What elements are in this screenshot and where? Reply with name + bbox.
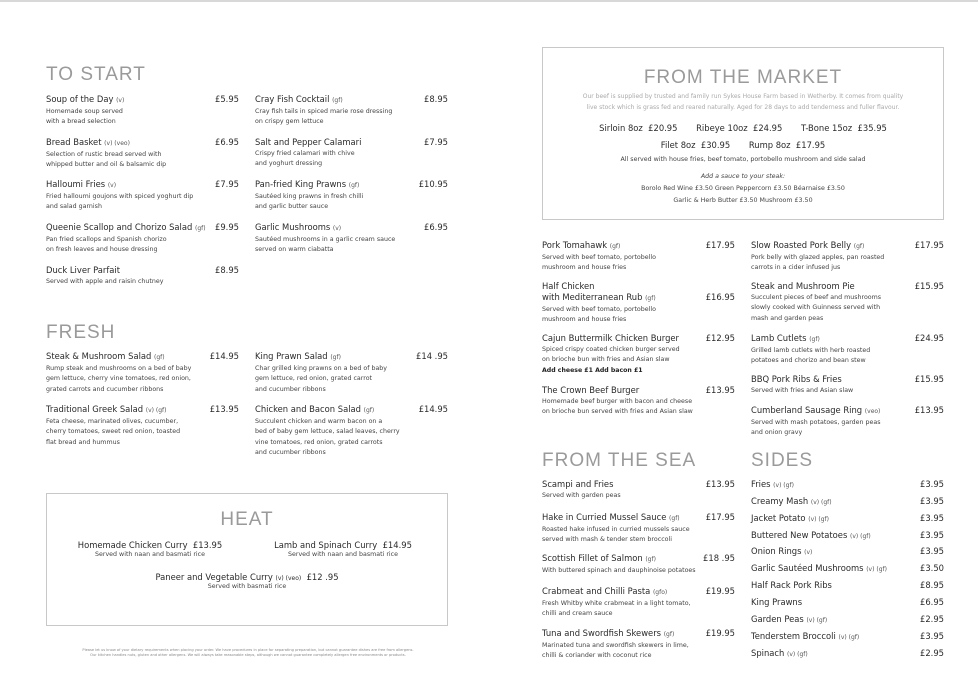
to-start-heading: TO START [46,64,146,85]
steak-served-with: All served with house fries, beef tomato, portobello mushroom and side salad [620,156,866,163]
menu-item-duck: Duck Liver Parfait £8.95 Served with apple and raisin chutney [46,265,239,285]
menu-item-paneer-curry: Paneer and Vegetable Curry (v) (veo) £12 .95 Served with basmati rice [155,572,339,590]
steak-prices-row-2: Filet 8oz £30.95 Rump 8oz £17.95 [660,140,826,150]
sauce-title: Add a sauce to your steak: [700,173,786,180]
menu-item-sausage-ring: Cumberland Sausage Ring (veo) £13.95 Served with mash potatoes, garden peas and onion gravy [751,405,944,437]
side-item: King Prawns £6.95 [751,597,944,607]
side-item: Onion Rings (v) £3.95 [751,546,944,556]
menu-item-half-chicken: Half Chicken with Mediterranean Rub (gf) £16.95 Served with beef tomato, portobello mushroom and house fries [542,281,735,324]
menu-item-halloumi: Halloumi Fries (v) £7.95 Fried halloumi goujons with spiced yoghurt dip and salad garnish [46,179,239,211]
menu-item-calamari: Salt and Pepper Calamari £7.95 Crispy fried calamari with chive and yoghurt dressing [255,137,448,168]
menu-item-scallop: Queenie Scallop and Chorizo Salad (gf) £9.95 Pan fried scallops and Spanish chorizo on fresh leaves and house dressing [46,222,239,254]
side-item: Spinach (v) (gf) £2.95 [751,648,944,658]
market-heading: FROM THE MARKET [643,67,843,88]
menu-item-bbq-ribs: BBQ Pork Ribs & Fries £15.95 Served with fries and Asian slaw [751,374,944,394]
menu-item-garlic-mushrooms: Garlic Mushrooms (v) £6.95 Sautéed mushrooms in a garlic cream sauce served on warm ciabatta [255,222,448,254]
side-item: Garlic Sautéed Mushrooms (v) (gf) £3.50 [751,563,944,573]
menu-item-king-prawns: Pan-fried King Prawns (gf) £10.95 Sautéed king prawns in fresh chilli and garlic butter sauce [255,179,448,211]
menu-item-tuna-skewers: Tuna and Swordfish Skewers (gf) £19.95 Marinated tuna and swordfish skewers in lime, chilli & coriander with coconut rice [542,628,735,660]
menu-item-chicken-curry: Homemade Chicken Curry £13.95 Served with naan and basmati rice [77,540,223,558]
menu-item-greek-salad: Traditional Greek Salad (v) (gf) £13.95 Feta cheese, marinated olives, cucumber, cherry tomatoes, sweet red onion, toasted flat bread and hummus [46,404,239,446]
side-item: Jacket Potato (v) (gf) £3.95 [751,513,944,523]
fresh-heading: FRESH [46,322,116,343]
menu-item-cajun-burger: Cajun Buttermilk Chicken Burger £12.95 Spiced crispy coated chicken burger served on brioche bun with fries and Asian slaw Add cheese £1 Add bacon £1 [542,333,735,374]
top-divider [0,0,978,2]
menu-item-crayfish: Cray Fish Cocktail (gf) £8.95 Cray fish tails in spiced marie rose dressing on crispy gem lettuce [255,94,448,126]
menu-item-crown-burger: The Crown Beef Burger £13.95 Homemade beef burger with bacon and cheese on brioche bun served with fries and Asian slaw [542,385,735,416]
side-item: Creamy Mash (v) (gf) £3.95 [751,496,944,506]
sides-heading: SIDES [751,450,814,471]
allergen-disclaimer: Please let us know of your dietary requirements when placing your order. We have procedures in place for separating preparation, but cannot guarantee dishes are free from allergens. Our kitchen handles nuts, gluten and other allergens. We will always take reasonable steps, although we cannot guarantee completely allergen free environments or products. [82,648,414,657]
heat-heading: HEAT [220,509,274,530]
steak-prices-row-1: Sirloin 8oz £20.95 Ribeye 10oz £24.95 T-Bone 15oz £35.95 [599,123,887,133]
menu-item-lamb-cutlets: Lamb Cutlets (gf) £24.95 Grilled lamb cutlets with herb roasted potatoes and chorizo and bean stew [751,333,944,365]
menu-item-salmon: Scottish Fillet of Salmon (gf) £18 .95 With buttered spinach and dauphinoise potatoes [542,553,735,574]
menu-item-lamb-curry: Lamb and Spinach Curry £14.95 Served with naan and basmati rice [274,540,412,558]
menu-item-scampi: Scampi and Fries £13.95 Served with garden peas [542,479,735,499]
menu-item-chicken-bacon-salad: Chicken and Bacon Salad (gf) £14.95 Succulent chicken and warm bacon on a bed of baby gem lettuce, salad leaves, cherry vine tomatoes, red onion, grated carrots and cucumber ribbons [255,404,448,456]
menu-item-pork-tomahawk: Pork Tomahawk (gf) £17.95 Served with beef tomato, portobello mushroom and house fries [542,240,735,272]
side-item: Buttered New Potatoes (v) (gf) £3.95 [751,530,944,540]
menu-item-prawn-salad: King Prawn Salad (gf) £14 .95 Char grilled king prawns on a bed of baby gem lettuce, red onion, grated carrot and cucumber ribbons [255,351,448,393]
side-item: Tenderstem Broccoli (v) (gf) £3.95 [751,631,944,641]
menu-item-steak-salad: Steak & Mushroom Salad (gf) £14.95 Rump steak and mushrooms on a bed of baby gem lettuce, cherry vine tomatoes, red onion, grated carrots and cucumber ribbons [46,351,239,393]
menu-item-steak-pie: Steak and Mushroom Pie £15.95 Succulent pieces of beef and mushrooms slowly cooked with Guinness served with mash and garden peas [751,281,944,322]
menu-item-soup: Soup of the Day (v) £5.95 Homemade soup served with a bread selection [46,94,239,126]
side-item: Half Rack Pork Ribs £8.95 [751,580,944,590]
sea-heading: FROM THE SEA [542,450,697,471]
menu-item-bread: Bread Basket (v) (veo) £6.95 Selection of rustic bread served with whipped butter and oil & balsamic dip [46,137,239,169]
menu-item-crab-pasta: Crabmeat and Chilli Pasta (gfo) £19.95 Fresh Whitby white crabmeat in a light tomato, chilli and cream sauce [542,586,735,618]
sauce-list-1: Borolo Red Wine £3.50 Green Peppercorn £3.50 Béarnaise £3.50 [641,185,845,192]
side-item: Fries (v) (gf) £3.95 [751,479,944,489]
menu-item-hake: Hake in Curried Mussel Sauce (gf) £17.95 Roasted hake infused in curried mussels sauce served with mash & tender stem broccoli [542,512,735,544]
sauce-list-2: Garlic & Herb Butter £3.50 Mushroom £3.50 [673,197,813,204]
market-intro: Our beef is supplied by trusted and family run Sykes House Farm based in Wetherby. It comes from quality live stock which is grass fed and reared naturally. Aged for 28 days to add tenderness and fuller flavour. [582,93,904,111]
menu-item-pork-belly: Slow Roasted Pork Belly (gf) £17.95 Pork belly with glazed apples, pan roasted carrots in a cider infused jus [751,240,944,272]
side-item: Garden Peas (v) (gf) £2.95 [751,614,944,624]
